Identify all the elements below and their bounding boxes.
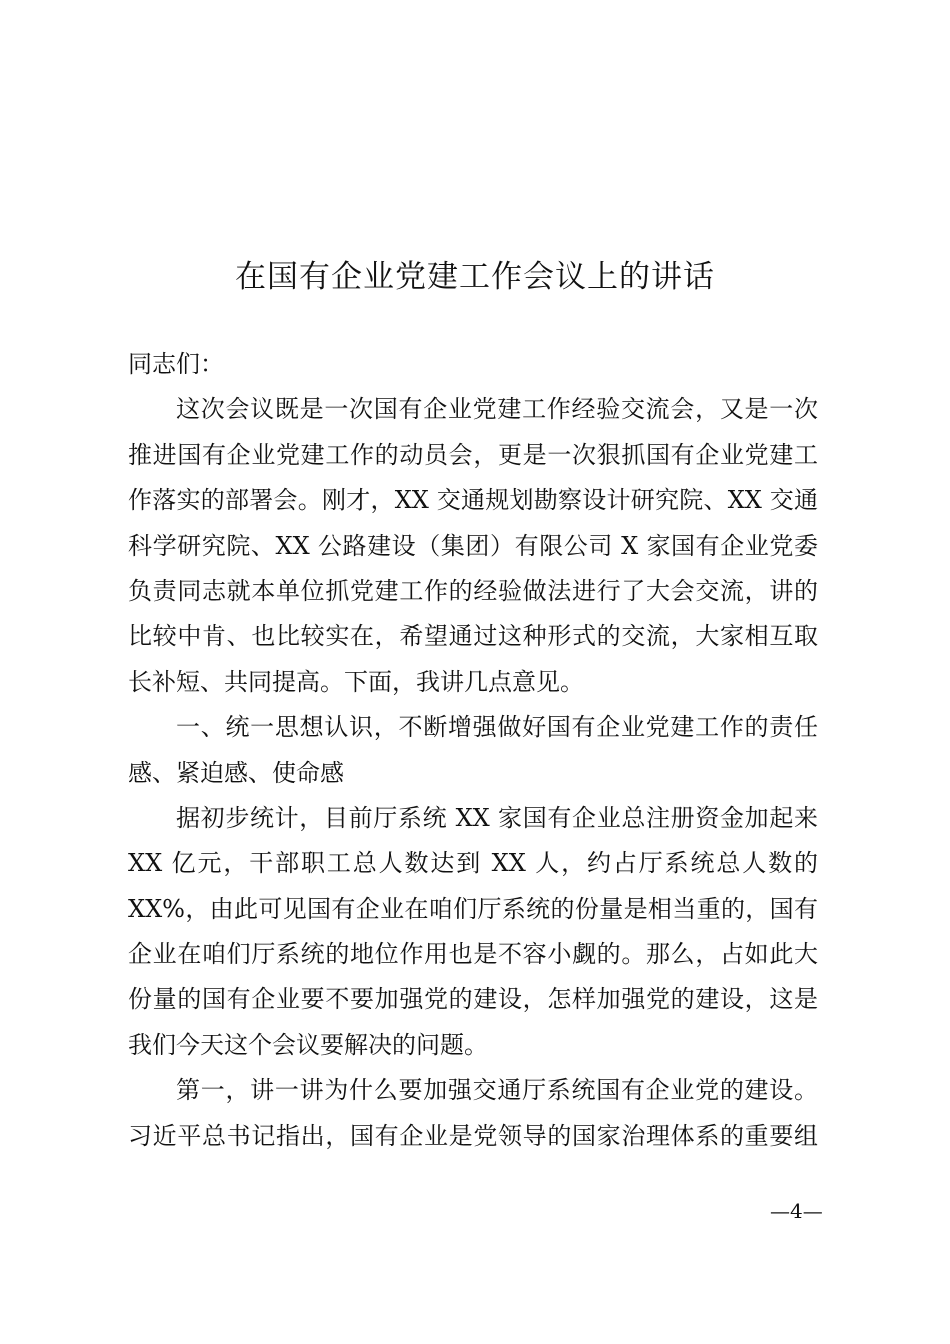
section-heading-line-2: 感、紧迫感、使命感 — [128, 758, 344, 787]
paragraph-3-line-3: XX%，由此可见国有企业在咱们厅系统的份量是相当重的，国有 — [128, 894, 818, 923]
paragraph-1-line-7: 长补短、共同提高。下面，我讲几点意见。 — [128, 667, 584, 696]
paragraph-1-line-6: 比较中肯、也比较实在，希望通过这种形式的交流，大家相互取 — [128, 622, 818, 651]
paragraph-4-line-2: 习近平总书记指出，国有企业是党领导的国家治理体系的重要组 — [128, 1121, 818, 1150]
paragraph-1-line-1: 这次会议既是一次国有企业党建工作经验交流会，又是一次 — [176, 395, 818, 424]
page-number: —4— — [770, 1199, 823, 1223]
paragraph-1-line-4: 科学研究院、XX 公路建设（集团）有限公司 X 家国有企业党委 — [128, 531, 818, 560]
document-body — [128, 342, 818, 1159]
document-title: 在国有企业党建工作会议上的讲话 — [235, 259, 715, 295]
paragraph-1-line-3: 作落实的部署会。刚才，XX 交通规划勘察设计研究院、XX 交通 — [128, 486, 818, 515]
paragraph-1-line-5: 负责同志就本单位抓党建工作的经验做法进行了大会交流，讲的 — [128, 576, 818, 605]
section-heading-line-1: 一、统一思想认识，不断增强做好国有企业党建工作的责任 — [176, 713, 818, 742]
paragraph-1-line-2: 推进国有企业党建工作的动员会，更是一次狠抓国有企业党建工 — [128, 440, 818, 469]
paragraph-3-line-1: 据初步统计，目前厅系统 XX 家国有企业总注册资金加起来 — [176, 803, 818, 832]
paragraph-3-line-2: XX 亿元，干部职工总人数达到 XX 人，约占厅系统总人数的 — [128, 849, 818, 878]
paragraph-4-line-1: 第一，讲一讲为什么要加强交通厅系统国有企业党的建设。 — [176, 1076, 818, 1105]
paragraph-3-line-4: 企业在咱们厅系统的地位作用也是不容小觑的。那么，占如此大 — [128, 940, 818, 969]
salutation: 同志们： — [128, 350, 224, 378]
paragraph-3-line-5: 份量的国有企业要不要加强党的建设，怎样加强党的建设，这是 — [128, 985, 818, 1014]
paragraph-3-line-6: 我们今天这个会议要解决的问题。 — [128, 1030, 488, 1059]
